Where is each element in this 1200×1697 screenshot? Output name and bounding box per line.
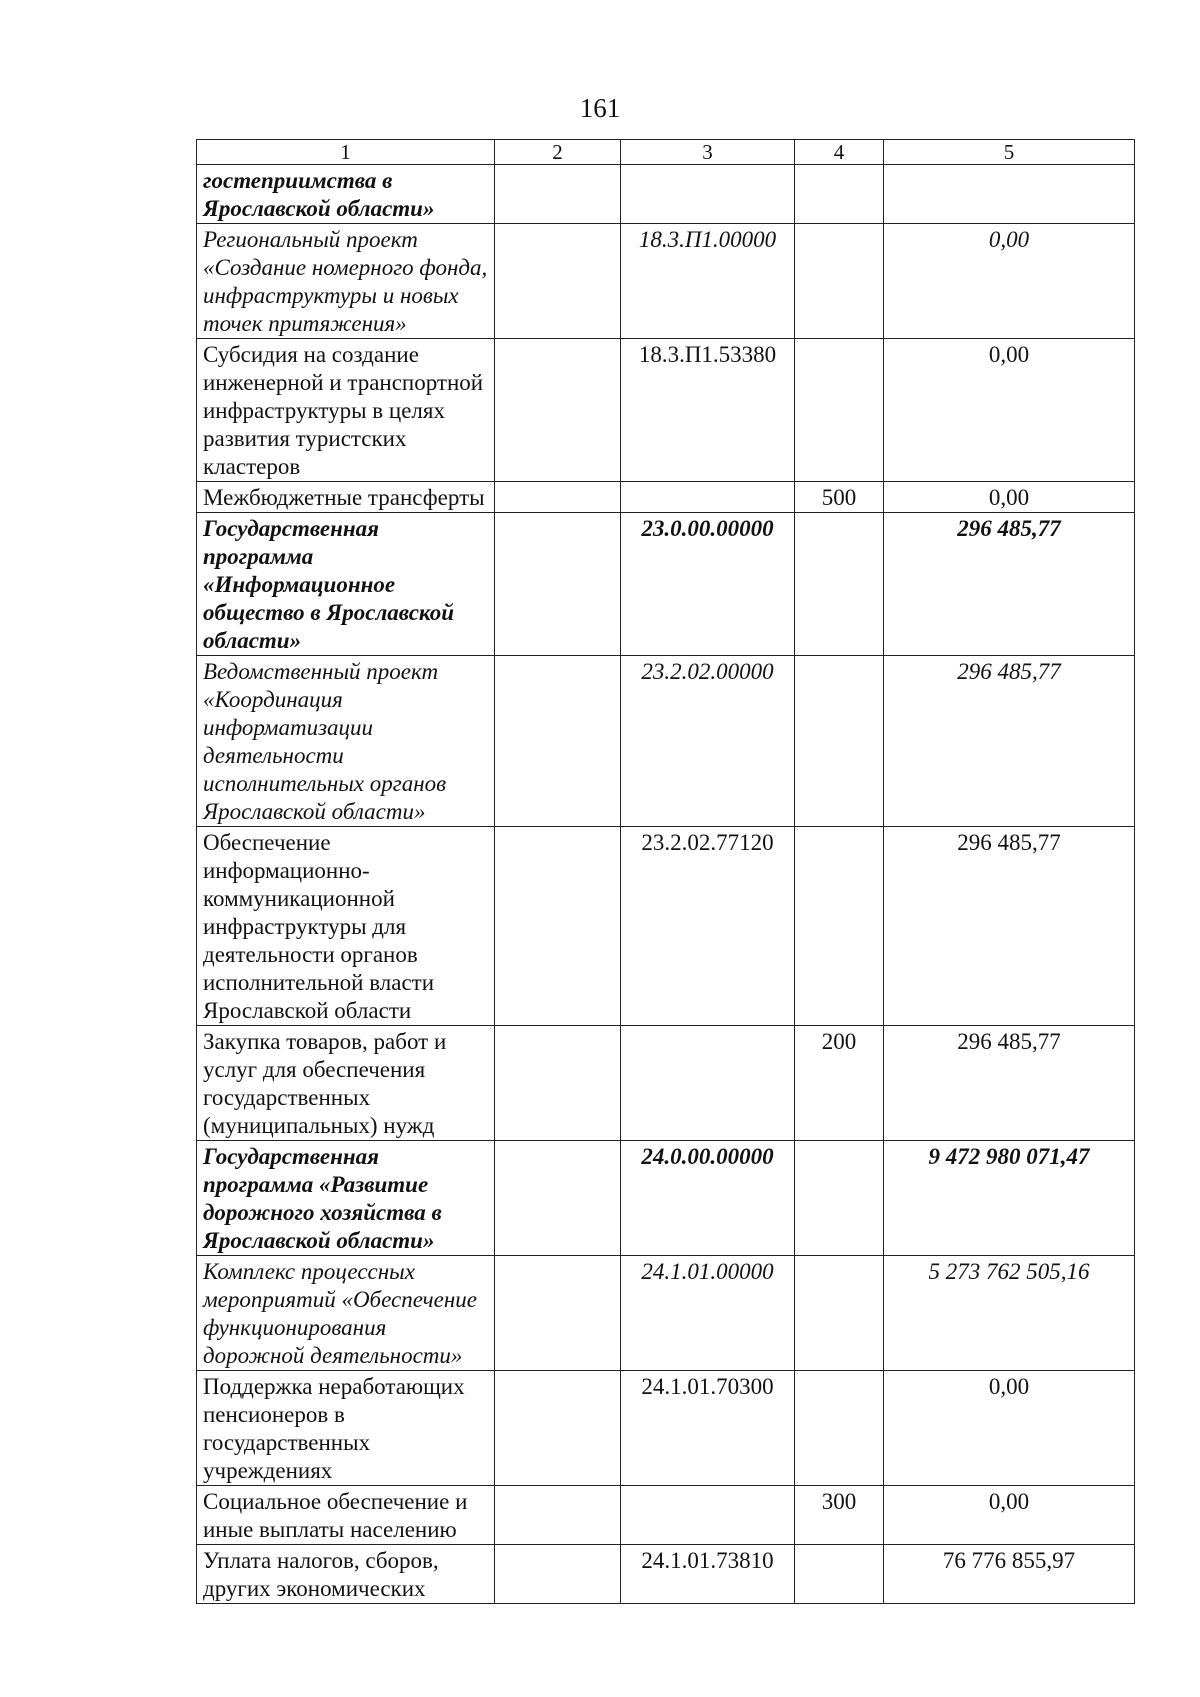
row-expense-type-cell: 300 [795, 1486, 884, 1545]
table-row [197, 656, 1135, 827]
row-code-cell: 18.3.П1.00000 [621, 224, 795, 339]
row-name-cell: Уплата налогов, сборов, других экономических [197, 1545, 495, 1604]
column-header-4: 4 [795, 140, 884, 165]
table-row [197, 1141, 1135, 1256]
column-header-2: 2 [495, 140, 621, 165]
row-code-cell: 24.0.00.00000 [621, 1141, 795, 1256]
row-name-cell: Государственная программа «Информационное общество в Ярославской области» [197, 513, 495, 656]
row-expense-type-cell [795, 339, 884, 482]
row-code-cell: 24.1.01.00000 [621, 1256, 795, 1371]
row-expense-type-cell: 200 [795, 1026, 884, 1141]
row-name-cell: Закупка товаров, работ и услуг для обеспечения государственных (муниципальных) нужд [197, 1026, 495, 1141]
table-row [197, 165, 1135, 224]
row-amount-cell: 296 485,77 [884, 827, 1135, 1026]
row-expense-type-cell [795, 1256, 884, 1371]
row-amount-cell: 5 273 762 505,16 [884, 1256, 1135, 1371]
row-name-cell: Межбюджетные трансферты [197, 482, 495, 513]
row-column-2-cell [495, 1141, 621, 1256]
row-expense-type-cell: 500 [795, 482, 884, 513]
table-row [197, 1371, 1135, 1486]
row-amount-cell: 0,00 [884, 1486, 1135, 1545]
row-name-cell: Субсидия на создание инженерной и транспортной инфраструктуры в целях развития туристских кластеров [197, 339, 495, 482]
row-amount-cell: 0,00 [884, 482, 1135, 513]
table-header [197, 140, 1135, 165]
row-expense-type-cell [795, 656, 884, 827]
column-header-1: 1 [197, 140, 495, 165]
row-column-2-cell [495, 1545, 621, 1604]
row-amount-cell: 9 472 980 071,47 [884, 1141, 1135, 1256]
row-expense-type-cell [795, 165, 884, 224]
row-expense-type-cell [795, 827, 884, 1026]
row-amount-cell: 76 776 855,97 [884, 1545, 1135, 1604]
row-column-2-cell [495, 1026, 621, 1141]
table-row [197, 827, 1135, 1026]
table-row [197, 339, 1135, 482]
row-column-2-cell [495, 827, 621, 1026]
row-amount-cell: 296 485,77 [884, 513, 1135, 656]
row-amount-cell [884, 165, 1135, 224]
row-amount-cell: 0,00 [884, 1371, 1135, 1486]
page-number: 161 [579, 93, 621, 123]
row-column-2-cell [495, 165, 621, 224]
row-expense-type-cell [795, 1371, 884, 1486]
row-amount-cell: 296 485,77 [884, 1026, 1135, 1141]
row-expense-type-cell [795, 1141, 884, 1256]
header-row [197, 140, 1135, 165]
table-row [197, 513, 1135, 656]
row-column-2-cell [495, 1256, 621, 1371]
row-code-cell: 18.3.П1.53380 [621, 339, 795, 482]
row-amount-cell: 0,00 [884, 339, 1135, 482]
row-code-cell: 23.0.00.00000 [621, 513, 795, 656]
row-column-2-cell [495, 513, 621, 656]
row-column-2-cell [495, 1371, 621, 1486]
row-amount-cell: 296 485,77 [884, 656, 1135, 827]
row-code-cell [621, 1026, 795, 1141]
column-header-5: 5 [884, 140, 1135, 165]
row-name-cell: Обеспечение информационно-коммуникационной инфраструктуры для деятельности органов исполнительной власти Ярославской области [197, 827, 495, 1026]
row-code-cell [621, 1486, 795, 1545]
row-code-cell [621, 165, 795, 224]
row-expense-type-cell [795, 1545, 884, 1604]
row-code-cell [621, 482, 795, 513]
column-header-3: 3 [621, 140, 795, 165]
table-row [197, 482, 1135, 513]
row-name-cell: гостеприимства в Ярославской области» [197, 165, 495, 224]
table-row [197, 1486, 1135, 1545]
row-name-cell: Социальное обеспечение и иные выплаты населению [197, 1486, 495, 1545]
row-code-cell: 24.1.01.73810 [621, 1545, 795, 1604]
row-code-cell: 24.1.01.70300 [621, 1371, 795, 1486]
row-name-cell: Государственная программа «Развитие дорожного хозяйства в Ярославской области» [197, 1141, 495, 1256]
row-column-2-cell [495, 224, 621, 339]
row-column-2-cell [495, 339, 621, 482]
row-column-2-cell [495, 482, 621, 513]
row-name-cell: Ведомственный проект «Координация информатизации деятельности исполнительных органов Ярославской области» [197, 656, 495, 827]
row-expense-type-cell [795, 224, 884, 339]
table-row [197, 1026, 1135, 1141]
table-row [197, 224, 1135, 339]
row-amount-cell: 0,00 [884, 224, 1135, 339]
budget-table [196, 139, 1135, 1604]
table-row [197, 1545, 1135, 1604]
row-name-cell: Комплекс процессных мероприятий «Обеспечение функционирования дорожной деятельности» [197, 1256, 495, 1371]
row-expense-type-cell [795, 513, 884, 656]
table-row [197, 1256, 1135, 1371]
table-body [197, 165, 1135, 1604]
row-column-2-cell [495, 1486, 621, 1545]
row-code-cell: 23.2.02.00000 [621, 656, 795, 827]
row-name-cell: Региональный проект «Создание номерного фонда, инфраструктуры и новых точек притяжения» [197, 224, 495, 339]
row-code-cell: 23.2.02.77120 [621, 827, 795, 1026]
row-name-cell: Поддержка неработающих пенсионеров в государственных учреждениях [197, 1371, 495, 1486]
row-column-2-cell [495, 656, 621, 827]
